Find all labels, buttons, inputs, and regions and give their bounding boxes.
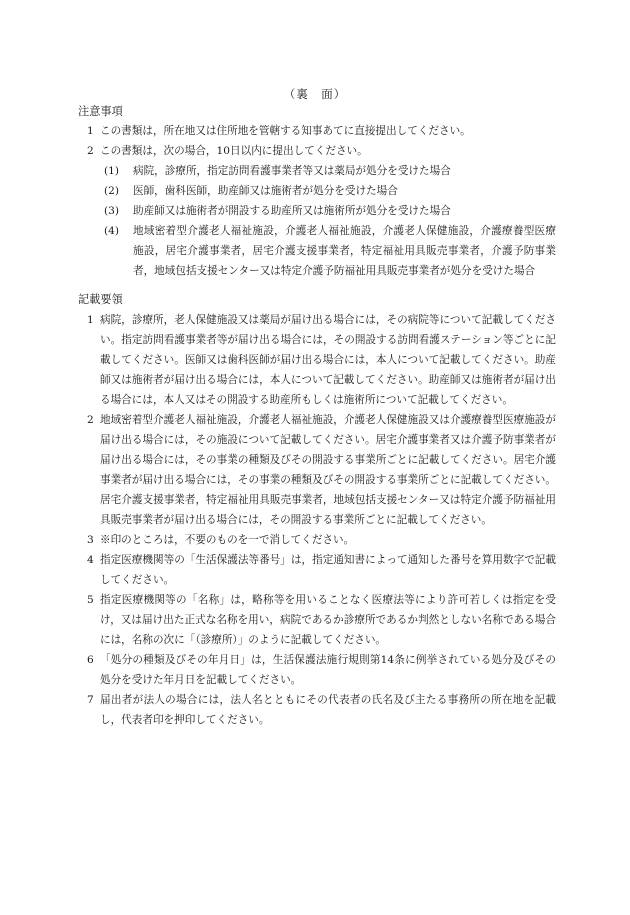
- list-item: [78, 121, 556, 141]
- item-text: 指定医療機関等の「名称」は，略称等を用いることなく医療法等により許可若しくは指定を受け，又は届け出た正式な名称を用い，病院であるか診療所であるか判然としない名称である場合には，名称の次に「（診療所）」のように記載してください。: [100, 594, 556, 646]
- sub-list-item: [78, 221, 556, 281]
- sub-item-number: (3): [104, 205, 120, 217]
- notes-list: [78, 121, 556, 281]
- list-item: [78, 530, 556, 550]
- sub-list-item: [78, 161, 556, 181]
- list-item: [78, 690, 556, 730]
- item-text: 病院，診療所，老人保健施設又は薬局が届け出る場合には，その病院等について記載してください。指定訪問看護事業者等が届け出る場合には，その開設する訪問看護ステーション等ごとに記載してください。医師又は歯科医師が届け出る場合には，本人について記載してください。助産師又は施術者が届け出る場合には，本人について記載してください。助産師又は施術者が届け出る場合には，本人又はその開設する助産所もしくは施術所について記載してください。: [100, 314, 556, 406]
- sub-item-text: 医師，歯科医師，助産師又は施術者が処分を受けた場合: [133, 185, 398, 197]
- instructions-heading: 記載要領: [78, 293, 123, 306]
- item-number: 2: [87, 145, 94, 157]
- item-text: 届出者が法人の場合には，法人名とともにその代表者の氏名及び主たる事務所の所在地を記載し，代表者印を押印してください。: [100, 694, 556, 726]
- sub-item-number: (2): [104, 185, 120, 197]
- sub-item-number: (4): [104, 225, 120, 237]
- notes-heading: 注意事項: [78, 105, 123, 118]
- list-item: [78, 141, 556, 161]
- page-title: （裏 面）: [283, 87, 347, 101]
- item-number: 2: [87, 414, 94, 426]
- item-text: 地域密着型介護老人福祉施設，介護老人福祉施設，介護老人保健施設又は介護療養型医療施設が届け出る場合には，その施設について記載してください。居宅介護事業者又は介護予防事業者が届け出る場合には，その事業の種類及びその開設する事業所ごとに記載してください。居宅介護事業者が届け出る場合には，その事業の種類及びその開設する事業所ごとに記載してください。居宅介護支援事業者，特定福祉用具販売事業者，地域包括支援センター又は特定介護予防福祉用具販売事業者が届け出る場合には，その開設する事業所ごとに記載してください。: [100, 414, 556, 526]
- list-item: [78, 550, 556, 590]
- instructions-list: [78, 310, 556, 730]
- sub-list-item: [78, 181, 556, 201]
- item-number: 5: [87, 594, 94, 606]
- sub-item-text: 地域密着型介護老人福祉施設，介護老人福祉施設，介護老人保健施設，介護療養型医療施設，居宅介護事業者，居宅介護支援事業者，特定福祉用具販売事業者，介護予防事業者，地域包括支援センター又は特定介護予防福祉用具販売事業者が処分を受けた場合: [133, 225, 556, 277]
- list-item: [78, 650, 556, 690]
- item-text: ※印のところは，不要のものを一で消してください。: [100, 534, 355, 546]
- item-text: 指定医療機関等の「生活保護法等番号」は，指定通知書によって通知した番号を算用数字で記載してください。: [100, 554, 556, 586]
- sub-item-number: (1): [104, 165, 120, 177]
- item-number: 1: [87, 125, 94, 137]
- list-item: [78, 590, 556, 650]
- item-number: 4: [87, 554, 94, 566]
- item-number: 1: [87, 314, 94, 326]
- item-text: この書類は，所在地又は住所地を管轄する知事あてに直接提出してください。: [100, 125, 471, 137]
- list-item: [78, 310, 556, 410]
- list-item: [78, 410, 556, 530]
- sub-item-text: 助産師又は施術者が開設する助産所又は施術所が処分を受けた場合: [133, 205, 451, 217]
- item-number: 6: [87, 654, 94, 666]
- item-text: この書類は，次の場合，10日以内に提出してください。: [100, 145, 368, 157]
- sub-list-item: [78, 201, 556, 221]
- item-text: 「処分の種類及びその年月日」は，生活保護法施行規則第14条に例挙されている処分及びその処分を受けた年月日を記載してください。: [100, 654, 556, 686]
- item-number: 7: [87, 694, 94, 706]
- sub-item-text: 病院，診療所，指定訪問看護事業者等又は薬局が処分を受けた場合: [133, 165, 451, 177]
- item-number: 3: [87, 534, 94, 546]
